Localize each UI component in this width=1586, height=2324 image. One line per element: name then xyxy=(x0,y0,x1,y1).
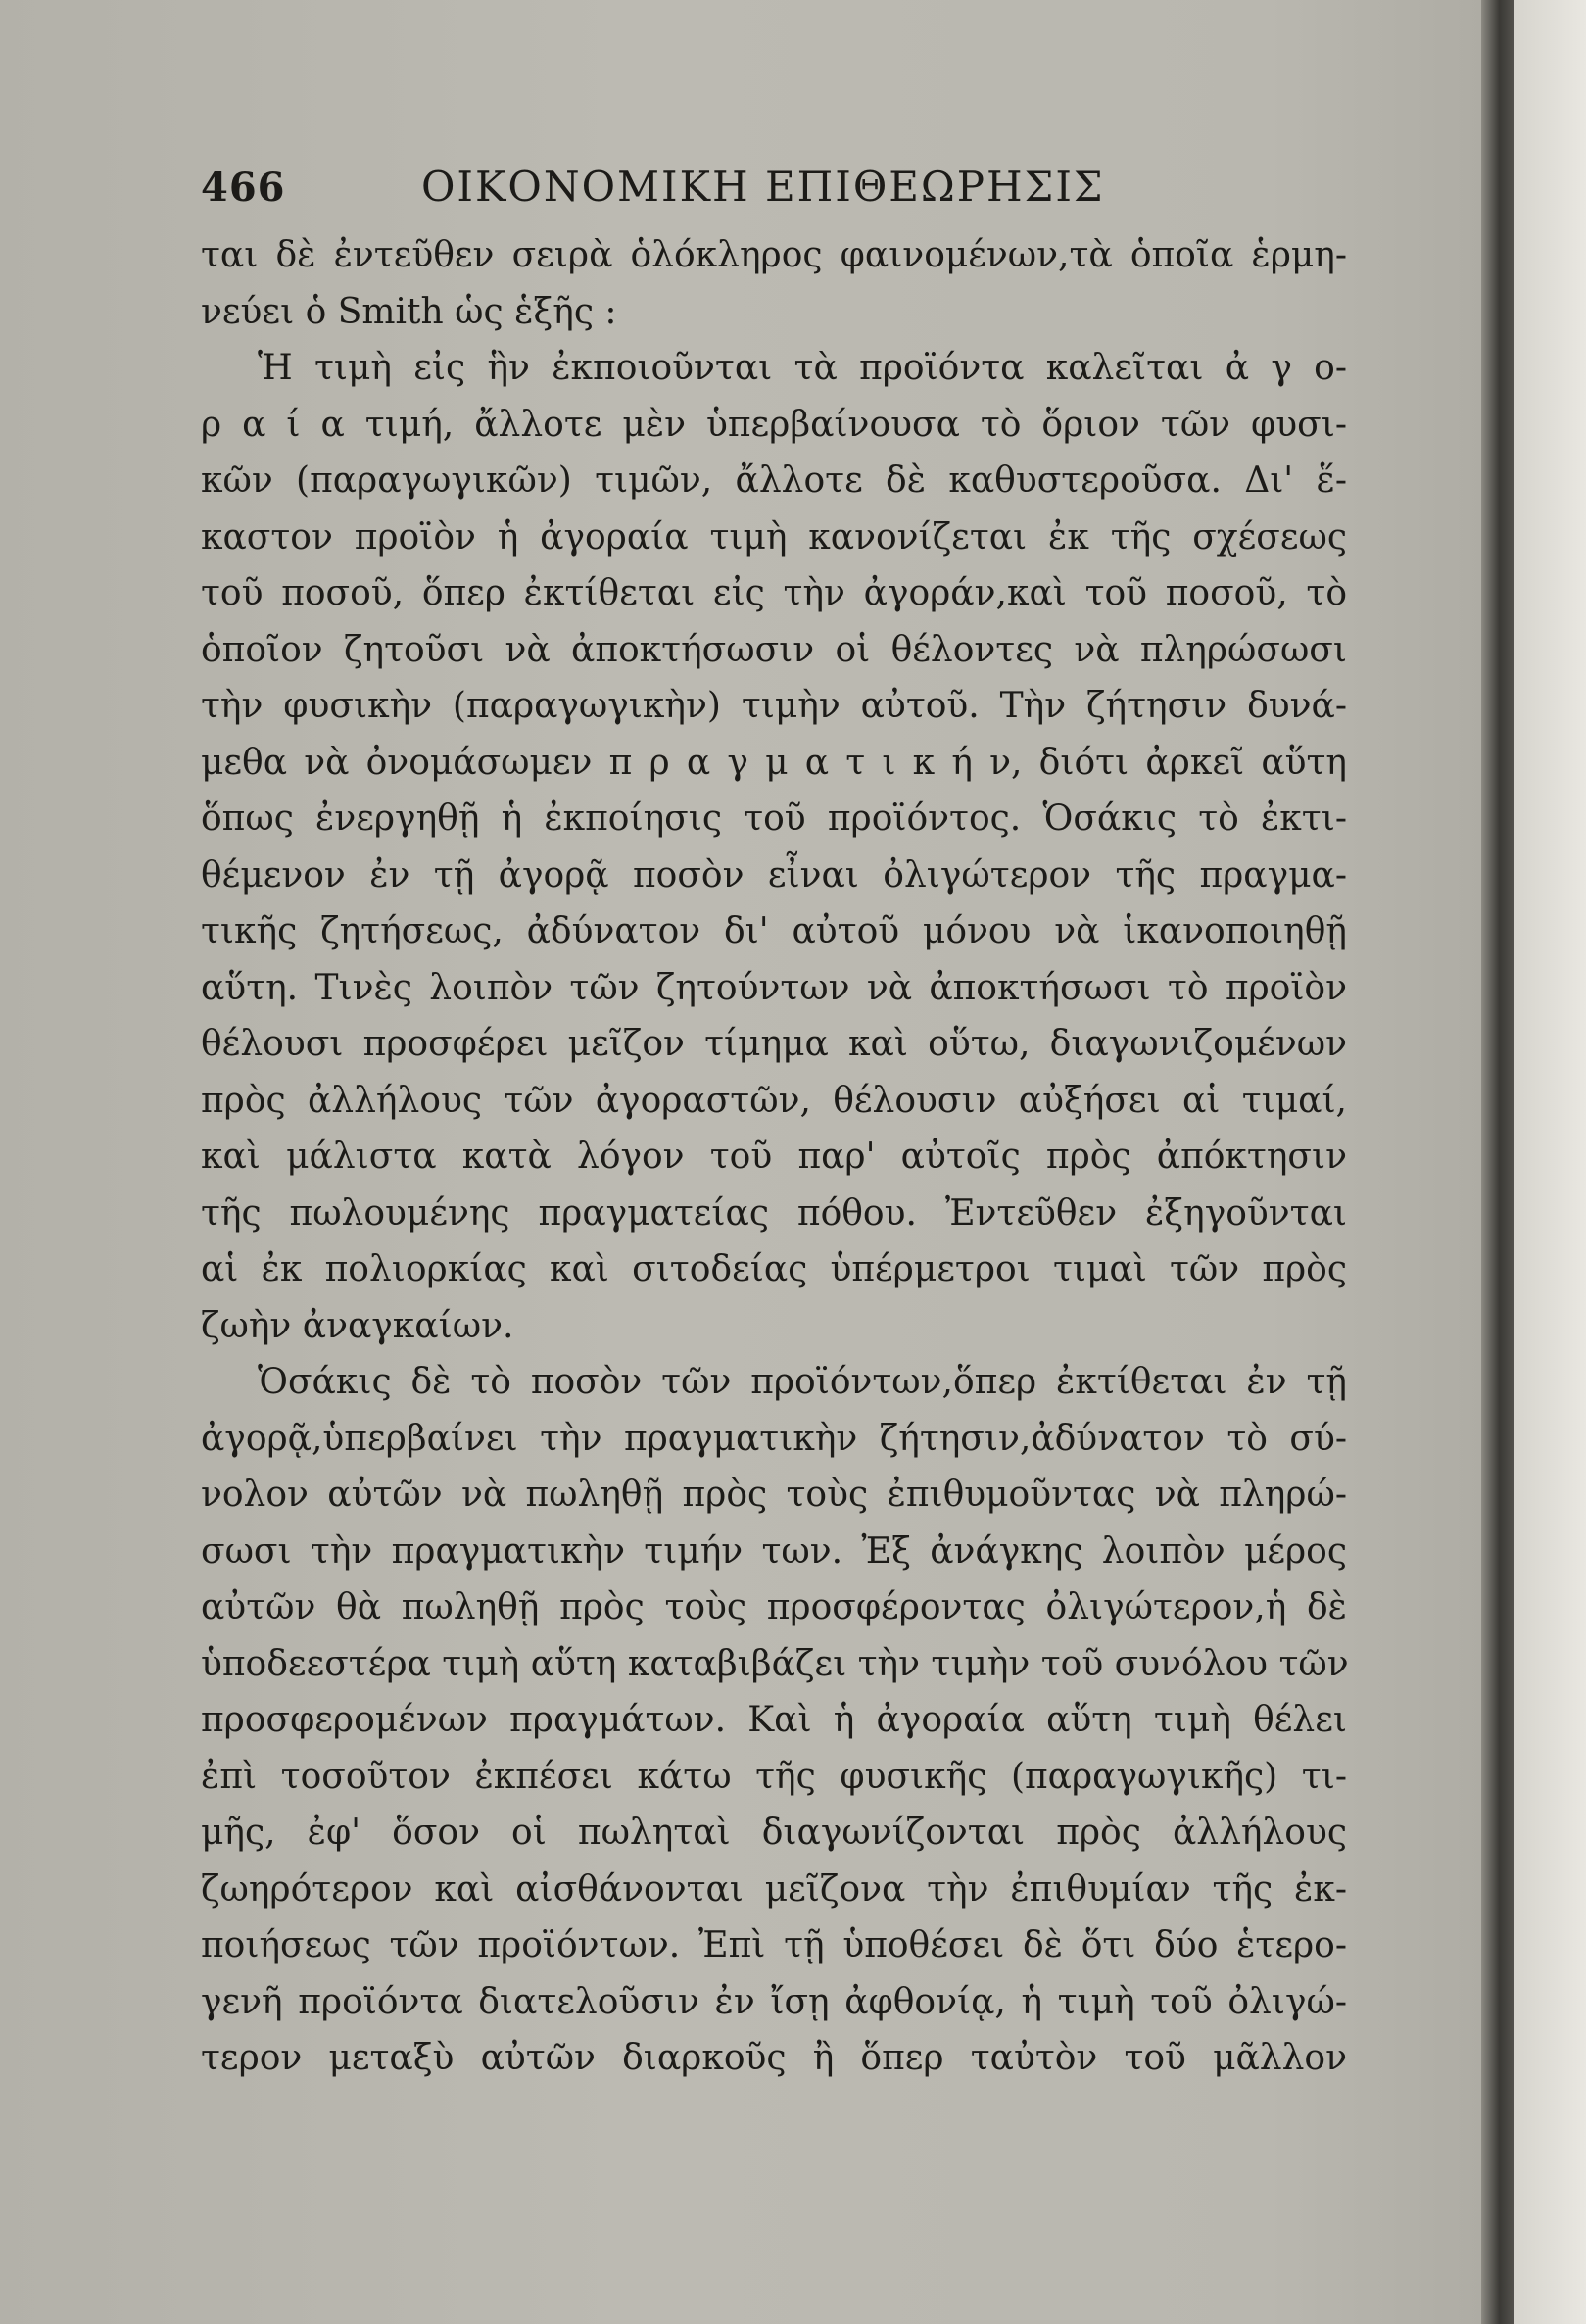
book-gutter xyxy=(1481,0,1514,2324)
text-line: ται δὲ ἐντεῦθεν σειρὰ ὁλόκληρος φαινομένων,τὰ ὁποῖα ἑρμη- xyxy=(201,235,1347,275)
text-line: ζωὴν ἀναγκαίων. xyxy=(201,1305,514,1346)
text-line: τὴν φυσικὴν (παραγωγικὴν) τιμὴν αὐτοῦ. Τὴν ζήτησιν δυνά- xyxy=(201,686,1347,726)
text-line: γενῆ προϊόντα διατελοῦσιν ἐν ἴσῃ ἀφθονίᾳ, ἡ τιμὴ τοῦ ὀλιγώ- xyxy=(201,1981,1347,2022)
text-line: ζωηρότερον καὶ αἰσθάνονται μεῖζονα τὴν ἐπιθυμίαν τῆς ἐκ- xyxy=(201,1868,1347,1910)
text-line: ἐπὶ τοσοῦτον ἐκπέσει κάτω τῆς φυσικῆς (παραγωγικῆς) τι- xyxy=(201,1756,1347,1797)
text-line: καστον προϊὸν ἡ ἀγοραία τιμὴ κανονίζεται ἐκ τῆς σχέσεως xyxy=(201,516,1347,557)
text-line: προσφερομένων πραγμάτων. Καὶ ἡ ἀγοραία αὕτη τιμὴ θέλει xyxy=(201,1700,1347,1740)
text-line: τερον μεταξὺ αὐτῶν διαρκοῦς ἢ ὅπερ ταὐτὸν τοῦ μᾶλλον xyxy=(201,2038,1347,2078)
running-title: ΟΙΚΟΝΟΜΙΚΗ ΕΠΙΘΕΩΡΗΣΙΣ xyxy=(421,163,1105,211)
text-line: νεύει ὁ Smith ὡς ἑξῆς : xyxy=(201,291,617,332)
text-line: Ὁσάκις δὲ τὸ ποσὸν τῶν προϊόντων,ὅπερ ἐκτίθεται ἐν τῇ xyxy=(258,1362,1347,1402)
text-line: ποιήσεως τῶν προϊόντων. Ἐπὶ τῇ ὑποθέσει δὲ ὅτι δύο ἑτερο- xyxy=(201,1925,1347,1965)
text-line: νολον αὐτῶν νὰ πωληθῇ πρὸς τοὺς ἐπιθυμοῦντας νὰ πληρώ- xyxy=(201,1475,1347,1515)
text-line: αὕτη. Τινὲς λοιπὸν τῶν ζητούντων νὰ ἀποκτήσωσι τὸ προϊὸν xyxy=(201,967,1347,1008)
text-line: τῆς πωλουμένης πραγματείας πόθου. Ἐντεῦθεν ἐξηγοῦνται xyxy=(201,1192,1347,1234)
text-line: ὁποῖον ζητοῦσι νὰ ἀποκτήσωσιν οἱ θέλοντες νὰ πληρώσωσι xyxy=(201,629,1347,670)
text-line: ὅπως ἐνεργηθῇ ἡ ἐκποίησις τοῦ προϊόντος. Ὁσάκις τὸ ἐκτι- xyxy=(201,799,1347,839)
text-line: μεθα νὰ ὀνομάσωμεν π ρ α γ μ α τ ι κ ή ν, διότι ἀρκεῖ αὕτη xyxy=(201,742,1347,783)
text-line: πρὸς ἀλλήλους τῶν ἀγοραστῶν, θέλουσιν αὐξήσει αἱ τιμαί, xyxy=(201,1080,1347,1121)
page-number: 466 xyxy=(201,165,286,211)
text-line: Ἡ τιμὴ εἰς ἣν ἐκποιοῦνται τὰ προϊόντα καλεῖται ἀ γ ο- xyxy=(258,348,1347,388)
text-line: ὑποδεεστέρα τιμὴ αὕτη καταβιβάζει τὴν τιμὴν τοῦ συνόλου τῶν xyxy=(201,1643,1349,1684)
text-line: θέλουσι προσφέρει μεῖζον τίμημα καὶ οὕτω, διαγωνιζομένων xyxy=(201,1024,1347,1064)
text-line: μῆς, ἐφ' ὅσον οἱ πωληταὶ διαγωνίζονται πρὸς ἀλλήλους xyxy=(201,1813,1347,1853)
text-line: αἱ ἐκ πολιορκίας καὶ σιτοδείας ὑπέρμετροι τιμαὶ τῶν πρὸς xyxy=(201,1249,1347,1289)
text-line: ρ α ί α τιμή, ἄλλοτε μὲν ὑπερβαίνουσα τὸ ὅριον τῶν φυσι- xyxy=(201,404,1347,445)
text-line: τικῆς ζητήσεως, ἀδύνατον δι' αὐτοῦ μόνου νὰ ἱκανοποιηθῇ xyxy=(201,911,1347,951)
text-line: θέμενον ἐν τῇ ἀγορᾷ ποσὸν εἶναι ὀλιγώτερον τῆς πραγμα- xyxy=(201,854,1347,896)
text-line: τοῦ ποσοῦ, ὅπερ ἐκτίθεται εἰς τὴν ἀγοράν,καὶ τοῦ ποσοῦ, τὸ xyxy=(201,573,1347,613)
body-text xyxy=(201,227,1347,2087)
page-edge xyxy=(1514,0,1586,2324)
text-line: καὶ μάλιστα κατὰ λόγον τοῦ παρ' αὐτοῖς πρὸς ἀπόκτησιν xyxy=(201,1137,1347,1177)
text-line: κῶν (παραγωγικῶν) τιμῶν, ἄλλοτε δὲ καθυστεροῦσα. Δι' ἕ- xyxy=(201,460,1347,501)
text-line: σωσι τὴν πραγματικὴν τιμήν των. Ἐξ ἀνάγκης λοιπὸν μέρος xyxy=(201,1530,1347,1572)
text-line: ἀγορᾷ,ὑπερβαίνει τὴν πραγματικὴν ζήτησιν,ἀδύνατον τὸ σύ- xyxy=(201,1418,1347,1459)
text-line: αὐτῶν θὰ πωληθῇ πρὸς τοὺς προσφέροντας ὀλιγώτερον,ἡ δὲ xyxy=(201,1587,1347,1627)
